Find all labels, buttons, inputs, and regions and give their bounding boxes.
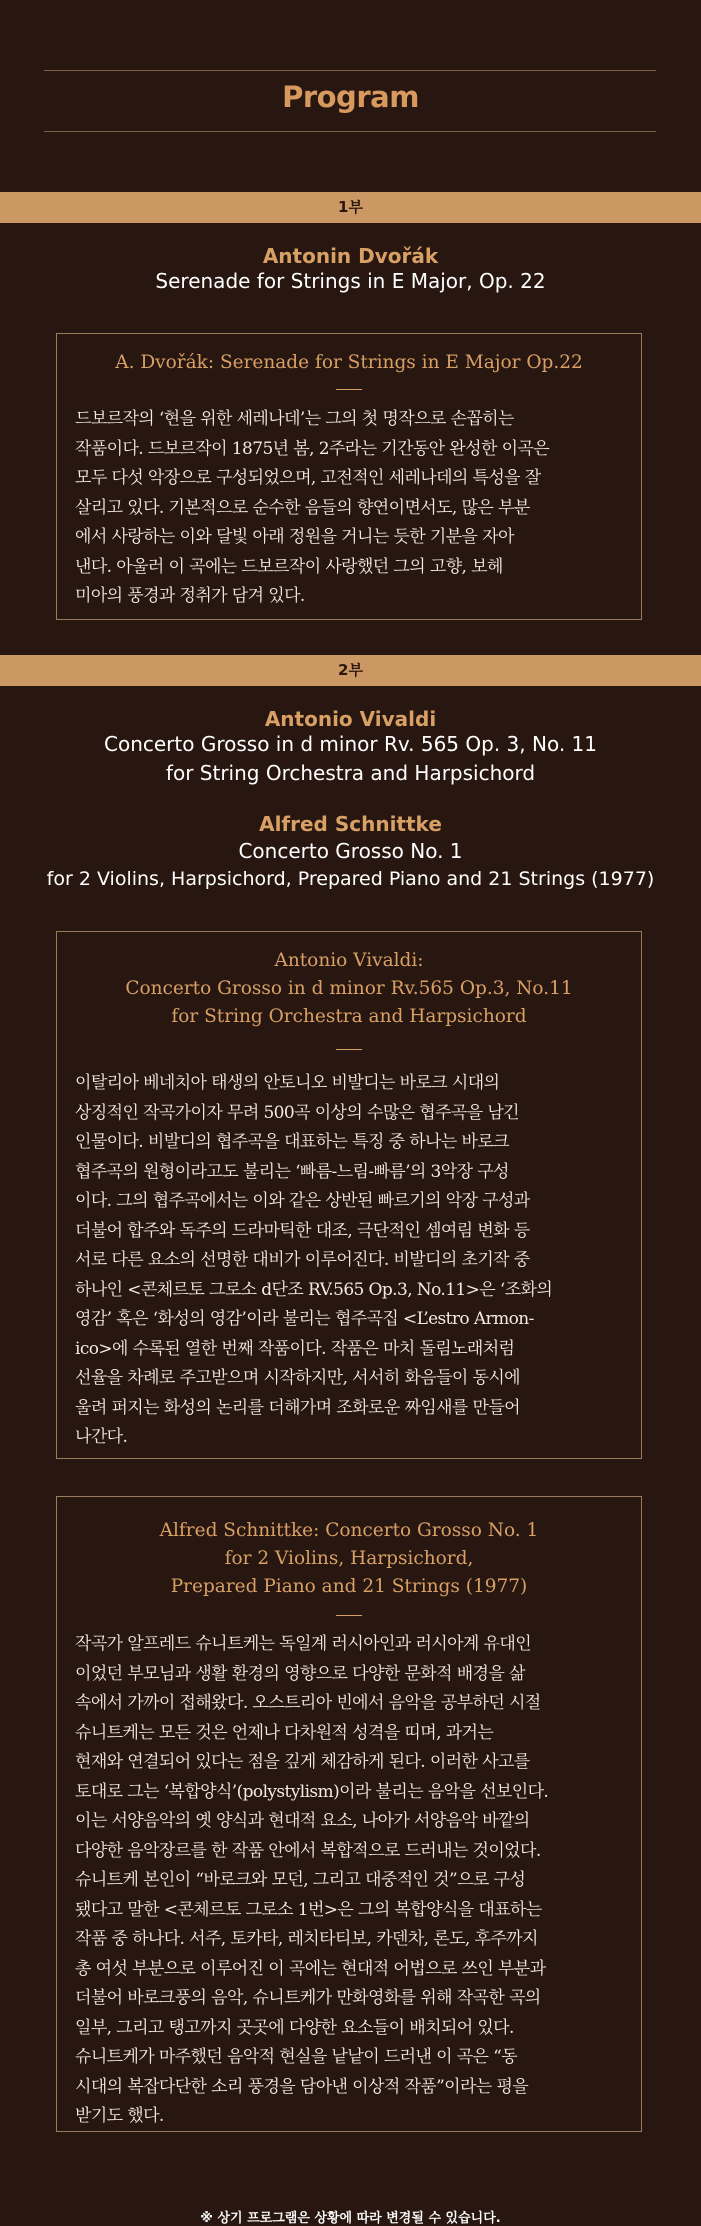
title-line: Prepared Piano and 21 Strings (1977) [170, 1576, 528, 1597]
title-line: Antonio Vivaldi: [274, 950, 424, 971]
part2-composer-schnittke: Alfred Schnittke [259, 812, 442, 836]
vivaldi-note-divider [336, 1049, 362, 1050]
note-line: 현재와 연결되어 있다는 점을 깊게 체감하게 된다. 이러한 사고를 [75, 1752, 530, 1772]
note-line: 슈니트케는 모든 것은 언제나 다차원적 성격을 띠며, 과거는 [75, 1722, 494, 1743]
header-bottom-rule [44, 131, 656, 132]
title-line: Concerto Grosso in d minor Rv.565 Op.3, No.11 [125, 978, 573, 999]
note-line: 영감’ 혹은 ‘화성의 영감’이라 불리는 협주곡집 <L’estro Armon- [75, 1309, 534, 1329]
note-line: 시대의 복잡다단한 소리 풍경을 담아낸 이상적 작품”이라는 평을 [75, 2076, 529, 2097]
part2-composer-vivaldi: Antonio Vivaldi [264, 707, 437, 731]
program-change-notice: ※ 상기 프로그램은 상황에 따라 변경될 수 있습니다. [200, 2211, 501, 2226]
vivaldi-note-body [75, 1069, 623, 1453]
note-line: 미아의 풍경과 정취가 담겨 있다. [75, 586, 305, 606]
note-line: 서로 다른 요소의 선명한 대비가 이루어진다. 비발디의 초기작 중 [75, 1250, 530, 1270]
note-line: 드보르작의 ‘현을 위한 세레나데’는 그의 첫 명작으로 손꼽히는 [75, 409, 514, 429]
note-line: 모두 다섯 악장으로 구성되었으며, 고전적인 세레나데의 특성을 잘 [75, 468, 541, 488]
part2-work-schnittke-line2: for 2 Violins, Harpsichord, Prepared Piano and 21 Strings (1977) [46, 868, 655, 890]
note-line: 나간다. [75, 1427, 128, 1447]
part2-label-bar: 2부 [0, 655, 701, 686]
note-line: 작품이다. 드보르작이 1875년 봄, 2주라는 기간동안 완성한 이곡은 [75, 438, 550, 459]
note-line: 낸다. 아울러 이 곡에는 드보르작이 사랑했던 그의 고향, 보헤 [75, 556, 503, 577]
note-line: 선율을 차례로 주고받으며 시작하지만, 서서히 화음들이 동시에 [75, 1368, 520, 1388]
note-line: 일부, 그리고 탱고까지 곳곳에 다양한 요소들이 배치되어 있다. [75, 2017, 514, 2038]
part1-composer: Antonin Dvořák [262, 244, 439, 268]
vivaldi-note-title [57, 947, 641, 1031]
note-line: 이탈리아 베네치아 태생의 안토니오 비발디는 바로크 시대의 [75, 1073, 500, 1093]
note-line: 이다. 그의 협주곡에서는 이와 같은 상반된 빠르기의 악장 구성과 [75, 1191, 530, 1211]
note-line: 더불어 바로크풍의 음악, 슈니트케가 만화영화를 위해 작곡한 곡의 [75, 1988, 541, 2008]
part1-note-divider [336, 389, 362, 390]
note-line: 다양한 음악장르를 한 작품 안에서 복합적으로 드러내는 것이었다. [75, 1840, 541, 1861]
part1-work-title: Serenade for Strings in E Major, Op. 22 [155, 269, 546, 293]
note-line: 총 여섯 부분으로 이루어진 이 곡에는 현대적 어법으로 쓰인 부분과 [75, 1958, 546, 1979]
part1-note-title: A. Dvořák: Serenade for Strings in E Major Op.22 [115, 352, 583, 373]
title-line: Alfred Schnittke: Concerto Grosso No. 1 [159, 1520, 539, 1541]
note-line: 에서 사랑하는 이와 달빛 아래 정원을 거니는 듯한 기분을 자아 [75, 527, 514, 547]
note-line: 인물이다. 비발디의 협주곡을 대표하는 특징 중 하나는 바로크 [75, 1132, 509, 1152]
note-line: 슈니트케가 마주했던 음악적 현실을 낱낱이 드러낸 이 곡은 “동 [75, 2047, 518, 2067]
page-title: Program [282, 80, 419, 114]
part2-vivaldi-program-note [56, 931, 642, 1459]
part2-work-schnittke-line1: Concerto Grosso No. 1 [238, 839, 463, 863]
part1-note-body [75, 405, 623, 612]
part2-work-vivaldi-line2: for String Orchestra and Harpsichord [165, 761, 536, 785]
note-line: 상징적인 작곡가이자 무려 500곡 이상의 수많은 협주곡을 남긴 [75, 1102, 520, 1123]
note-line: 작곡가 알프레드 슈니트케는 독일계 러시아인과 러시아계 유대인 [75, 1634, 532, 1654]
note-line: 협주곡의 원형이라고도 불리는 ‘빠름-느림-빠름’의 3악장 구성 [75, 1161, 509, 1182]
note-line: 슈니트케 본인이 “바로크와 모던, 그리고 대중적인 것”으로 구성 [75, 1870, 526, 1890]
part1-label-bar: 1부 [0, 192, 701, 223]
schnittke-note-title [57, 1517, 641, 1601]
note-line: 이었던 부모님과 생활 환경의 영향으로 다양한 문화적 배경을 삶 [75, 1663, 525, 1684]
note-line: ico>에 수록된 열한 번째 작품이다. 작품은 마치 돌림노래처럼 [75, 1338, 515, 1359]
note-line: 작품 중 하나다. 서주, 토카타, 레치타티보, 카덴차, 론도, 후주까지 [75, 1929, 538, 1949]
title-line: for 2 Violins, Harpsichord, [224, 1548, 474, 1569]
title-line: for String Orchestra and Harpsichord [171, 1006, 527, 1027]
schnittke-note-divider [336, 1615, 362, 1616]
note-line: 속에서 가까이 접해왔다. 오스트리아 빈에서 음악을 공부하던 시절 [75, 1693, 541, 1713]
note-line: 받기도 했다. [75, 2106, 164, 2126]
part2-work-vivaldi-line1: Concerto Grosso in d minor Rv. 565 Op. 3, No. 11 [104, 732, 597, 756]
note-line: 이는 서양음악의 옛 양식과 현대적 요소, 나아가 서양음악 바깥의 [75, 1811, 530, 1831]
header-top-rule [44, 70, 656, 71]
note-line: 토대로 그는 ‘복합양식’(polystylism)이라 불리는 음악을 선보인다. [75, 1781, 549, 1802]
note-line: 됐다고 말한 <콘체르토 그로소 1번>은 그의 복합양식을 대표하는 [75, 1899, 542, 1920]
note-line: 울려 퍼지는 화성의 논리를 더해가며 조화로운 짜임새를 만들어 [75, 1397, 520, 1418]
note-line: 하나인 <콘체르토 그로소 d단조 RV.565 Op.3, No.11>은 ‘조화의 [75, 1279, 553, 1300]
schnittke-note-body [75, 1630, 623, 2132]
part2-schnittke-program-note [56, 1496, 642, 2132]
note-line: 살리고 있다. 기본적으로 순수한 음들의 향연이면서도, 많은 부분 [75, 497, 530, 518]
part1-program-note [56, 333, 642, 620]
note-line: 더불어 합주와 독주의 드라마틱한 대조, 극단적인 셈여림 변화 등 [75, 1220, 530, 1241]
